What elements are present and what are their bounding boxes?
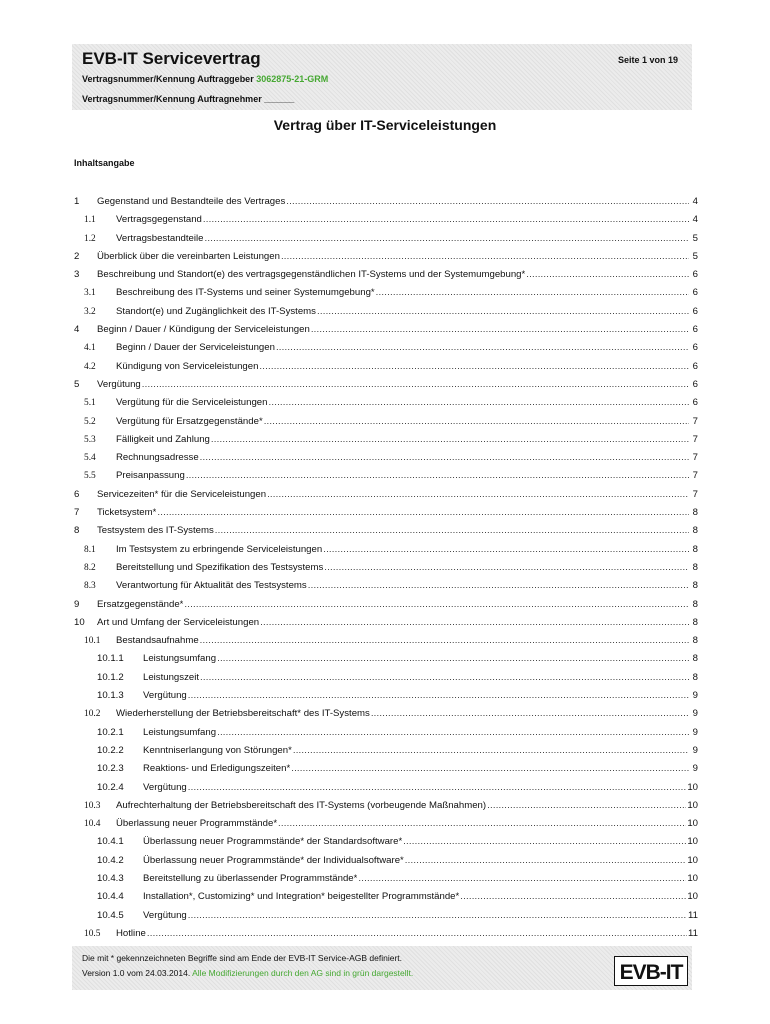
toc-entry[interactable] [74, 504, 698, 522]
toc-entry-page: 6 [692, 269, 698, 281]
toc-entry-number: 3 [74, 269, 80, 281]
toc-entry-title: Verantwortung für Aktualität des Testsystems [116, 580, 307, 592]
toc-leader-dots [276, 339, 689, 357]
toc-entry-number: 10.2.3 [97, 763, 124, 775]
toc-entry-title: Vergütung für Ersatzgegenstände* [116, 415, 263, 427]
toc-entry[interactable] [74, 467, 698, 485]
toc-entry-number: 10.2.2 [97, 744, 124, 756]
toc-entry-page: 8 [692, 635, 698, 647]
toc-entry-page: 8 [692, 507, 698, 519]
toc-entry-page: 6 [692, 287, 698, 299]
toc-leader-dots [460, 888, 686, 906]
toc-entry-number: 8.3 [84, 581, 96, 592]
toc-entry-title: Reaktions- und Erledigungszeiten* [143, 763, 291, 775]
toc-leader-dots [204, 230, 689, 248]
toc-entry-number: 5.3 [84, 434, 96, 445]
toc-entry-number: 10.2 [84, 709, 101, 720]
toc-leader-dots [267, 486, 689, 504]
toc-entry-number: 9 [74, 598, 80, 610]
toc-entry-title: Hotline [116, 927, 146, 939]
toc-leader-dots [186, 467, 689, 485]
toc-leader-dots [403, 833, 686, 851]
toc-leader-dots [200, 449, 689, 467]
document-title: EVB-IT Servicevertrag [82, 49, 261, 68]
toc-entry-title: Installation*, Customizing* und Integration* beigestellter Programmstände* [143, 891, 460, 903]
toc-leader-dots [264, 413, 689, 431]
toc-entry-page: 8 [692, 653, 698, 665]
toc-entry-page: 8 [692, 525, 698, 537]
toc-entry-page: 8 [692, 598, 698, 610]
toc-entry-title: Im Testsystem zu erbringende Serviceleistungen [116, 543, 323, 555]
toc-leader-dots [217, 724, 689, 742]
toc-entry-title: Überlassung neuer Programmstände* der Standardsoftware* [143, 836, 403, 848]
toc-entry[interactable] [74, 925, 698, 943]
toc-entry-title: Preisanpassung [116, 470, 185, 482]
toc-leader-dots [376, 284, 689, 302]
toc-entry-title: Beginn / Dauer der Serviceleistungen [116, 342, 275, 354]
toc-entry-page: 7 [692, 452, 698, 464]
toc-leader-dots [487, 797, 686, 815]
toc-entry-title: Vergütung für die Serviceleistungen [116, 397, 268, 409]
page-number: Seite 1 von 19 [617, 55, 678, 65]
toc-entry[interactable] [74, 852, 698, 870]
toc-entry-page: 8 [692, 561, 698, 573]
client-contract-value: 3062875-21-GRM [256, 74, 329, 84]
toc-leader-dots [203, 211, 689, 229]
toc-entry-page: 8 [692, 671, 698, 683]
toc-entry[interactable] [74, 339, 698, 357]
toc-heading: Inhaltsangabe [74, 158, 135, 168]
toc-entry-page: 9 [692, 744, 698, 756]
toc-entry-number: 10.4.4 [97, 891, 124, 903]
toc-entry-title: Vergütung [143, 690, 187, 702]
toc-entry[interactable] [74, 248, 698, 266]
toc-entry-number: 10.4.5 [97, 909, 124, 921]
toc-entry-page: 7 [692, 415, 698, 427]
modification-note: Alle Modifizierungen durch den AG sind in grün dargestellt. [192, 968, 414, 978]
toc-entry-page: 5 [692, 232, 698, 244]
toc-entry-number: 8.2 [84, 562, 96, 573]
toc-entry-number: 5.1 [84, 398, 96, 409]
toc-leader-dots [200, 669, 689, 687]
toc-entry-page: 8 [692, 543, 698, 555]
toc-entry-title: Leistungsumfang [143, 653, 217, 665]
toc-entry-number: 5.4 [84, 453, 96, 464]
toc-leader-dots [259, 358, 689, 376]
toc-entry[interactable] [74, 705, 698, 723]
contract-title: Vertrag über IT-Serviceleistungen [273, 117, 497, 133]
version-line [82, 968, 413, 978]
toc-entry-title: Art und Umfang der Serviceleistungen [97, 616, 260, 628]
toc-entry-number: 10.4 [84, 819, 101, 830]
toc-entry-number: 7 [74, 507, 80, 519]
contractor-contract-label: Vertragsnummer/Kennung Auftragnehmer [82, 94, 262, 104]
toc-entry[interactable] [74, 596, 698, 614]
toc-leader-dots [358, 870, 686, 888]
toc-entry-page: 6 [692, 360, 698, 372]
toc-entry-number: 8 [74, 525, 80, 537]
toc-entry-number: 4.2 [84, 361, 96, 372]
toc-entry-title: Testsystem des IT-Systems [97, 525, 214, 537]
toc-leader-dots [286, 193, 689, 211]
toc-entry-title: Aufrechterhaltung der Betriebsbereitschaft des IT-Systems (vorbeugende Maßnahmen) [116, 799, 487, 811]
toc-entry[interactable] [74, 394, 698, 412]
toc-entry-title: Bereitstellung zu überlassender Programmstände* [143, 872, 358, 884]
toc-entry-page: 6 [692, 342, 698, 354]
toc-leader-dots [188, 779, 687, 797]
toc-entry-title: Beschreibung des IT-Systems und seiner Systemumgebung* [116, 287, 375, 299]
toc-entry[interactable] [74, 815, 698, 833]
toc-entry[interactable] [74, 266, 698, 284]
toc-entry[interactable] [74, 669, 698, 687]
toc-entry-number: 10 [74, 616, 85, 628]
toc-entry[interactable] [74, 870, 698, 888]
toc-leader-dots [217, 650, 689, 668]
toc-leader-dots [268, 394, 689, 412]
toc-entry-title: Ticketsystem* [97, 507, 157, 519]
toc-entry-page: 5 [692, 250, 698, 262]
toc-entry-number: 5.2 [84, 416, 96, 427]
toc-entry-page: 6 [692, 397, 698, 409]
toc-entry-title: Vergütung [143, 909, 187, 921]
evb-it-logo [614, 956, 688, 986]
toc-entry[interactable] [74, 577, 698, 595]
toc-entry[interactable] [74, 760, 698, 778]
toc-entry-page: 8 [692, 580, 698, 592]
toc-entry-title: Fälligkeit und Zahlung [116, 433, 210, 445]
toc-entry-title: Rechnungsadresse [116, 452, 199, 464]
toc-leader-dots [323, 541, 689, 559]
toc-entry[interactable] [74, 376, 698, 394]
toc-entry-title: Ersatzgegenstände* [97, 598, 184, 610]
toc-entry-title: Kündigung von Serviceleistungen [116, 360, 259, 372]
toc-entry[interactable] [74, 193, 698, 211]
client-contract-label: Vertragsnummer/Kennung Auftraggeber [82, 74, 254, 84]
toc-entry-title: Bestandsaufnahme [116, 635, 199, 647]
toc-leader-dots [157, 504, 689, 522]
toc-entry-number: 10.3 [84, 800, 101, 811]
toc-entry[interactable] [74, 614, 698, 632]
toc-entry-page: 11 [688, 909, 698, 921]
toc-entry[interactable] [74, 724, 698, 742]
toc-entry[interactable] [74, 833, 698, 851]
toc-leader-dots [260, 614, 689, 632]
toc-entry[interactable] [74, 211, 698, 229]
toc-entry[interactable] [74, 541, 698, 559]
toc-entry-page: 7 [692, 433, 698, 445]
toc-entry-title: Vertragsgegenstand [116, 214, 202, 226]
toc-entry-title: Leistungsumfang [143, 726, 217, 738]
toc-entry-title: Kenntniserlangung von Störungen* [143, 744, 292, 756]
toc-entry[interactable] [74, 742, 698, 760]
toc-entry[interactable] [74, 449, 698, 467]
toc-entry-page: 4 [692, 214, 698, 226]
toc-entry-number: 2 [74, 250, 80, 262]
toc-entry-title: Vergütung [143, 781, 187, 793]
toc-entry-title: Servicezeiten* für die Serviceleistungen [97, 488, 267, 500]
toc-entry-number: 10.2.4 [97, 781, 124, 793]
toc-entry-page: 9 [692, 690, 698, 702]
toc-entry-page: 6 [692, 305, 698, 317]
toc-entry-number: 10.1 [84, 636, 101, 647]
toc-entry[interactable] [74, 559, 698, 577]
toc-leader-dots [526, 266, 689, 284]
toc-entry-number: 10.1.1 [97, 653, 124, 665]
toc-entry-title: Bereitstellung und Spezifikation des Testsystems [116, 561, 324, 573]
toc-leader-dots [308, 577, 689, 595]
toc-entry-number: 10.4.2 [97, 854, 124, 866]
toc-entry[interactable] [74, 650, 698, 668]
toc-leader-dots [188, 687, 689, 705]
toc-entry-number: 3.2 [84, 306, 96, 317]
footnote: Die mit * gekennzeichneten Begriffe sind am Ende der EVB-IT Service-AGB definiert. [82, 953, 403, 963]
toc-entry-page: 6 [692, 324, 698, 336]
toc-leader-dots [317, 303, 689, 321]
toc-entry[interactable] [74, 431, 698, 449]
toc-entry[interactable] [74, 358, 698, 376]
toc-leader-dots [184, 596, 689, 614]
toc-entry-page: 10 [687, 891, 698, 903]
toc-entry[interactable] [74, 797, 698, 815]
toc-entry-page: 10 [687, 872, 698, 884]
toc-entry-number: 4 [74, 324, 80, 336]
logo-text: EVB-IT [619, 961, 683, 984]
toc-entry-number: 1.1 [84, 215, 96, 226]
toc-leader-dots [405, 852, 687, 870]
version-text: Version 1.0 vom 24.03.2014. [82, 968, 191, 978]
toc-leader-dots [211, 431, 689, 449]
toc-entry[interactable] [74, 284, 698, 302]
toc-entry-page: 7 [692, 470, 698, 482]
toc-entry-number: 5 [74, 378, 80, 390]
document-footer [72, 946, 692, 990]
toc-leader-dots [188, 907, 687, 925]
contractor-contract-number [82, 94, 294, 104]
toc-leader-dots [142, 376, 689, 394]
toc-entry-page: 9 [692, 726, 698, 738]
toc-entry-page: 9 [692, 708, 698, 720]
toc-entry-title: Wiederherstellung der Betriebsbereitschaft* des IT-Systems [116, 708, 370, 720]
toc-leader-dots [311, 321, 689, 339]
toc-entry-page: 10 [687, 836, 698, 848]
toc-entry[interactable] [74, 632, 698, 650]
toc-entry[interactable] [74, 413, 698, 431]
toc-entry-title: Vergütung [97, 378, 141, 390]
toc-entry-page: 8 [692, 616, 698, 628]
toc-entry-number: 10.4.3 [97, 872, 124, 884]
toc-entry-number: 10.2.1 [97, 726, 124, 738]
contractor-contract-value: ______ [264, 94, 295, 104]
toc-entry[interactable] [74, 230, 698, 248]
toc-entry-title: Überblick über die vereinbarten Leistungen [97, 250, 280, 262]
toc-entry[interactable] [74, 779, 698, 797]
toc-entry[interactable] [74, 888, 698, 906]
toc-entry-page: 10 [687, 799, 698, 811]
toc-entry[interactable] [74, 303, 698, 321]
toc-entry[interactable] [74, 522, 698, 540]
toc-entry-title: Beschreibung und Standort(e) des vertragsgegenständlichen IT-Systems und der Systemumgebung* [97, 269, 526, 281]
toc-entry-number: 6 [74, 488, 80, 500]
toc-leader-dots [371, 705, 689, 723]
toc-entry[interactable] [74, 907, 698, 925]
toc-entry-page: 4 [692, 196, 698, 207]
toc-entry-number: 5.5 [84, 471, 96, 482]
toc-entry-title: Überlassung neuer Programmstände* der Individualsoftware* [143, 854, 404, 866]
toc-entry-title: Beginn / Dauer / Kündigung der Serviceleistungen [97, 324, 310, 336]
toc-leader-dots [147, 925, 687, 943]
toc-entry-title: Überlassung neuer Programmstände* [116, 818, 278, 830]
toc-leader-dots [291, 760, 689, 778]
toc-entry[interactable] [74, 687, 698, 705]
toc-leader-dots [278, 815, 686, 833]
toc-entry-number: 8.1 [84, 544, 96, 555]
toc-leader-dots [215, 522, 689, 540]
toc-entry-page: 10 [687, 854, 698, 866]
toc-entry-page: 7 [692, 488, 698, 500]
toc-leader-dots [324, 559, 689, 577]
toc-entry-title: Gegenstand und Bestandteile des Vertrages [97, 196, 286, 207]
toc-entry-page: 10 [687, 781, 698, 793]
toc-entry-number: 10.1.2 [97, 671, 124, 683]
toc-entry[interactable] [74, 486, 698, 504]
toc-entry-number: 1.2 [84, 233, 96, 244]
toc-entry-number: 10.4.1 [97, 836, 124, 848]
toc-entry-page: 10 [687, 818, 698, 830]
toc-entry-title: Leistungszeit [143, 671, 199, 683]
toc-entry-number: 4.1 [84, 343, 96, 354]
toc-entry-title: Standort(e) und Zugänglichkeit des IT-Systems [116, 305, 316, 317]
toc-entry-page: 9 [692, 763, 698, 775]
table-of-contents [74, 193, 698, 943]
toc-entry-page: 11 [688, 927, 698, 939]
toc-entry-title: Vertragsbestandteile [116, 232, 204, 244]
toc-leader-dots [200, 632, 689, 650]
toc-entry[interactable] [74, 321, 698, 339]
document-header [72, 44, 692, 110]
toc-entry-number: 10.5 [84, 928, 101, 939]
toc-leader-dots [293, 742, 689, 760]
toc-entry-number: 10.1.3 [97, 690, 124, 702]
toc-entry-number: 3.1 [84, 288, 96, 299]
toc-entry-number: 1 [74, 196, 80, 207]
client-contract-number [82, 74, 328, 84]
toc-leader-dots [281, 248, 689, 266]
toc-entry-page: 6 [692, 378, 698, 390]
